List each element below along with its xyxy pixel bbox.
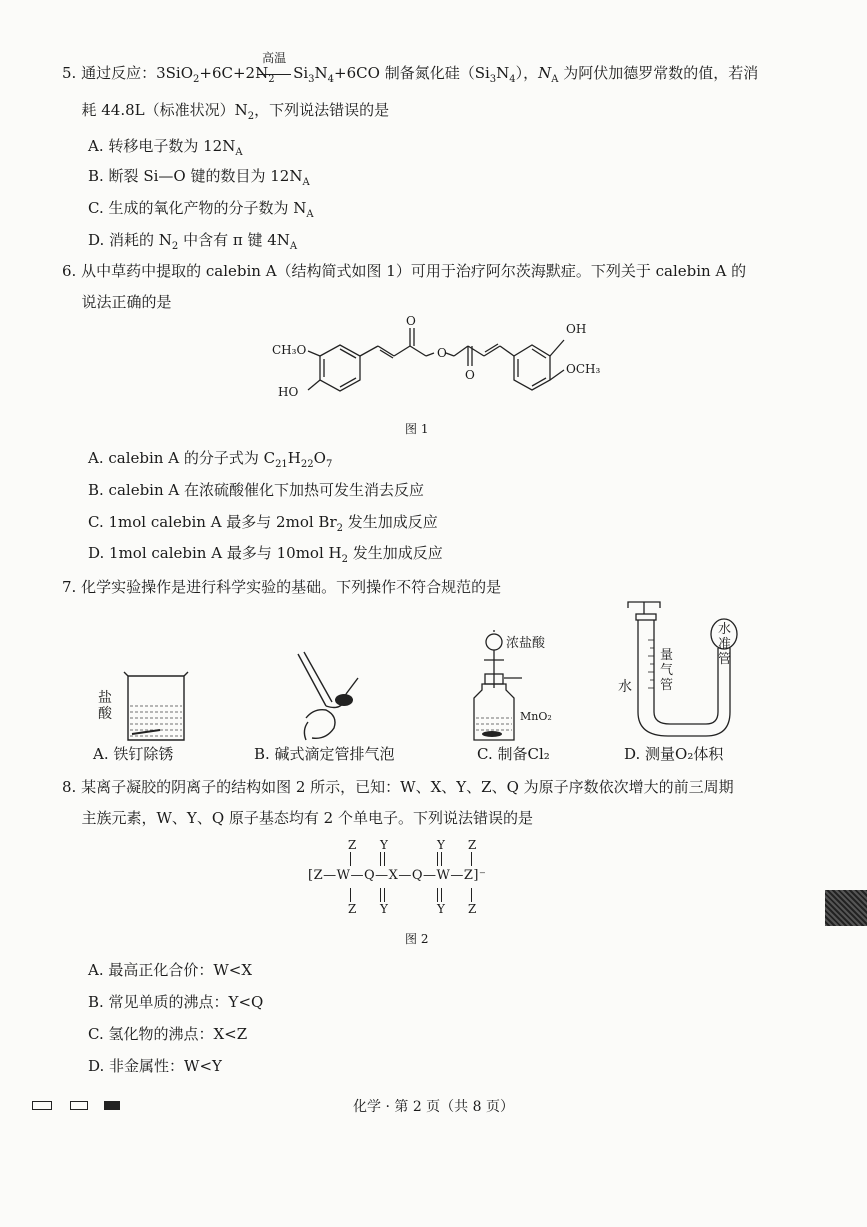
figure-2-caption: 图 2 (405, 932, 429, 946)
q8-option-a: A. 最高正化合价：W<X (88, 961, 253, 979)
figure-1-caption: 图 1 (405, 422, 429, 436)
q8-option-b: B. 常见单质的沸点：Y<Q (88, 993, 264, 1011)
question-7-stem: 7. 化学实验操作是进行科学实验的基础。下列操作不符合规范的是 (62, 578, 502, 596)
atom-y-bottom-2: Y (437, 902, 445, 916)
q6-option-b: B. calebin A 在浓硫酸催化下加热可发生消去反应 (88, 481, 425, 499)
question-8-stem: 8. 某离子凝胶的阴离子的结构如图 2 所示，已知：W、X、Y、Z、Q 为原子序数依次增大的前三周期 主族元素，W、Y、Q 原子基态均有 2 个单电子。下列说法错误的是 (62, 778, 734, 827)
q5-option-c: C. 生成的氧化产物的分子数为 $N_A$ (88, 199, 314, 220)
atom-y-top-1: Y (380, 838, 388, 852)
ho-label: HO (278, 385, 299, 399)
q5-option-d: D. 消耗的 $N_2$ 中含有 π 键 $4N_A$ (88, 231, 298, 252)
atom-z-top-2: Z (468, 838, 477, 852)
q7-option-c: C. 制备Cl₂ (477, 745, 550, 763)
ketone-o-label: O (406, 314, 416, 328)
hydrochloric-acid-label: 盐酸 (98, 690, 112, 722)
calebin-a-structure (260, 318, 590, 418)
oh-label: OH (566, 322, 587, 336)
burette-illustration (286, 650, 376, 745)
q8-option-d: D. 非金属性：W<Y (88, 1057, 222, 1075)
atom-y-top-2: Y (437, 838, 445, 852)
anion-structure (300, 838, 540, 920)
q7-option-a: A. 铁钉除锈 (93, 745, 174, 763)
q6-option-c: C. 1mol calebin A 最多与 2mol $Br_2$ 发生加成反应 (88, 513, 438, 534)
ester-o-label: O (437, 346, 447, 360)
leveling-tube-label: 水准管 (718, 622, 732, 667)
mno2-label: MnO₂ (520, 710, 552, 723)
q7-option-d: D. 测量O₂体积 (624, 745, 724, 763)
anion-formula: [Z—W—Q—X—Q—W—Z]⁻ (308, 868, 487, 883)
atom-z-bottom-2: Z (468, 902, 477, 916)
atom-y-bottom-1: Y (380, 902, 388, 916)
carbonyl-o-label: O (465, 368, 475, 382)
beaker-illustration (118, 668, 198, 744)
edge-marker (825, 890, 867, 926)
reaction-condition: 高温 (275, 58, 294, 89)
q7-option-b: B. 碱式滴定管排气泡 (254, 745, 395, 763)
q6-option-a: A. calebin A 的分子式为 $C_{21}H_{22}O_7$ (88, 449, 333, 470)
conc-hcl-label: 浓盐酸 (506, 636, 546, 651)
och3-label: OCH₃ (566, 362, 601, 376)
atom-z-bottom-1: Z (348, 902, 357, 916)
atom-z-top-1: Z (348, 838, 357, 852)
q5-option-a: A. 转移电子数为 $12N_A$ (88, 137, 243, 158)
page-footer (0, 1096, 867, 1116)
ch3o-label: CH₃O (272, 343, 307, 357)
gas-burette-label: 量气管 (660, 648, 674, 693)
q5-option-b: B. 断裂 Si—O 键的数目为 $12N_A$ (88, 167, 310, 188)
page-number: 化学 · 第 2 页（共 8 页） (353, 1099, 514, 1115)
question-5-stem: 5. 通过反应：$3SiO_2+6C+2N_2$ 高温 $Si_3N_4+6CO$ 制备氮化硅$(Si_3N_4)$，$N_A$ 为阿伏加德罗常数的值，若消 耗 44.8L（标准状况）$N_2$，下列说法错误的是 (62, 51, 759, 122)
q6-option-d: D. 1mol calebin A 最多与 10mol $H_2$ 发生加成反应 (88, 544, 443, 565)
q8-option-c: C. 氢化物的沸点：X<Z (88, 1025, 248, 1043)
water-label: 水 (618, 679, 632, 695)
question-6-stem: 6. 从中草药中提取的 calebin A（结构简式如图 1）可用于治疗阿尔茨海默症。下列关于 calebin A 的 说法正确的是 (62, 262, 747, 311)
